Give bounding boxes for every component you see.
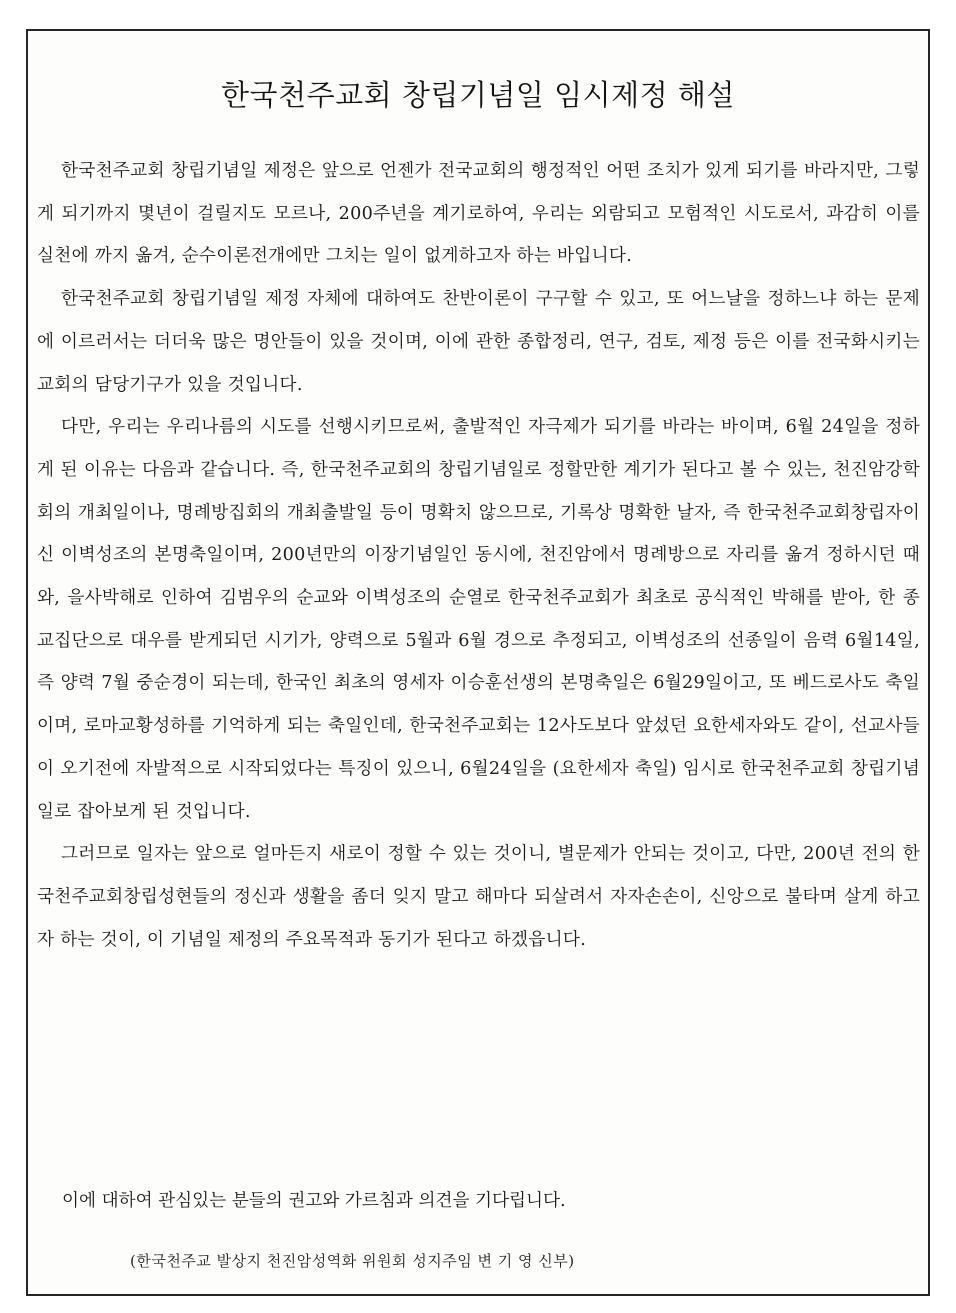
document-title: 한국천주교회 창립기념일 임시제정 해설 [221,78,735,112]
document-body [37,150,920,961]
paragraph-purpose: 그러므로 일자는 앞으로 얼마든지 새로이 정할 수 있는 것이니, 별문제가 안되는 것이고, 다만, 200년 전의 한국천주교회창립성현들의 정신과 생활을 좀더 잊지 말고 해마다 되살려서 자자손손이, 신앙으로 불타며 살게 하고자 하는 것이, 이 기념일 제정의 주요목적과 동기가 된다고 하겠읍니다. [37,844,920,950]
paragraph-reasons: 다만, 우리는 우리나름의 시도를 선행시키므로써, 출발적인 자극제가 되기를 바라는 바이며, 6월 24일을 정하게 된 이유는 다음과 같습니다. 즉, 한국천주교회의 창립기념일로 정할만한 계기가 된다고 볼 수 있는, 천진암강학회의 개최일이나, 명례방집회의 개최출발일 등이 명확치 않으므로, 기록상 명확한 날자, 즉 한국천주교회창립자이신 이벽성조의 본명축일이며, 200년만의 이장기념일인 동시에, 천진암에서 명례방으로 자리를 옮겨 정하시던 때와, 을사박해로 인하여 김범우의 순교와 이벽성조의 순열로 한국천주교회가 최초로 공식적인 박해를 받아, 한 종교집단으로 대우를 받게되던 시기가, 양력으로 5월과 6월 경으로 추정되고, 이벽성조의 선종일이 음력 6월14일, 즉 양력 7월 중순경이 되는데, 한국인 최초의 영세자 이승훈선생의 본명축일은 6월29일이고, 또 베드로사도 축일이며, 로마교황성하를 기억하게 되는 축일인데, 한국천주교회는 12사도보다 앞섰던 요한세자와도 같이, 선교사들이 오기전에 자발적으로 시작되었다는 특징이 있으니, 6월24일을 (요한세자 축일) 임시로 한국천주교회 창립기념일로 잡아보게 된 것입니다. [37,417,920,822]
paragraph-intro: 한국천주교회 창립기념일 제정은 앞으로 언젠가 전국교회의 행정적인 어떤 조치가 있게 되기를 바라지만, 그렇게 되기까지 몇년이 걸릴지도 모르나, 200주년을 계기로하여, 우리는 외람되고 모험적인 시도로서, 과감히 이를 실천에 까지 옮겨, 순수이론전개에만 그치는 일이 없게하고자 하는 바입니다. [37,161,920,267]
author-signature: (한국천주교 발상지 천진암성역화 위원회 성지주임 변 기 영 신부) [130,1252,575,1270]
closing-request: 이에 대하여 관심있는 분들의 권고와 가르침과 의견을 기다립니다. [62,1191,566,1211]
paragraph-opinions: 한국천주교회 창립기념일 제정 자체에 대하여도 찬반이론이 구구할 수 있고, 또 어느날을 정하느냐 하는 문제에 이르러서는 더더욱 많은 명안들이 있을 것이며, 이에 관한 종합정리, 연구, 검토, 제정 등은 이를 전국화시키는 교회의 담당기구가 있을 것입니다. [37,289,920,395]
